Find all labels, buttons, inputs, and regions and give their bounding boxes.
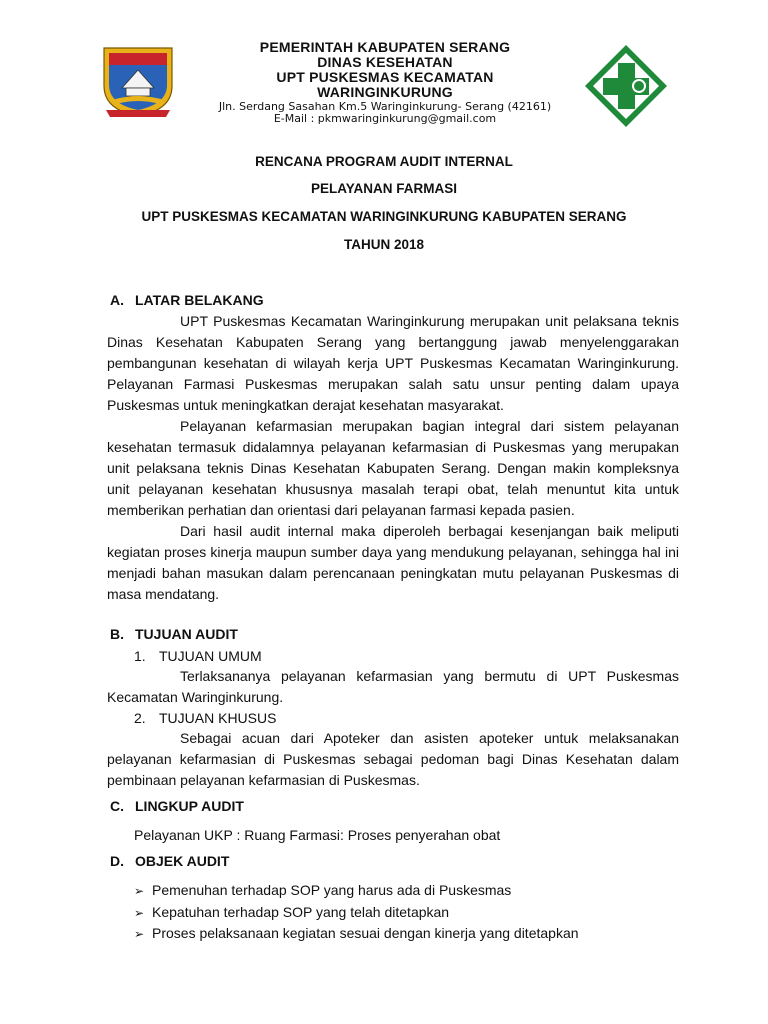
scope-text: Pelayanan UKP : Ruang Farmasi: Proses penyerahan obat [134,827,501,843]
section-title: LINGKUP AUDIT [135,798,244,814]
objective-1-text: Terlaksananya pelayanan kefarmasian yang bermutu di UPT Puskesmas Kecamatan Waringinkurung. [107,668,679,705]
list-title: TUJUAN KHUSUS [159,710,277,726]
objective-1-heading [134,648,262,664]
document-subtitle: PELAYANAN FARMASI [310,181,458,196]
letterhead-unit-name: WARINGINKURUNG [317,84,453,100]
document-title: RENCANA PROGRAM AUDIT INTERNAL [255,154,513,169]
objective-2-heading [134,710,276,726]
list-number: 2. [134,710,146,726]
section-title: OBJEK AUDIT [135,853,230,869]
section-letter: D. [110,853,124,869]
list-item: ➢ Kepatuhan terhadap SOP yang telah ditetapkan [134,904,450,920]
arrow-bullet-icon: ➢ [134,884,145,898]
section-letter: B. [110,626,124,642]
section-d-heading [110,853,229,869]
section-a-paragraph-2: Pelayanan kefarmasian merupakan bagian integral dari sistem pelayanan kesehatan termasuk didalamnya pelayanan kefarmasian di Puskesmas yang merupakan unit pelaksana teknis Dinas Kesehatan Kabupaten Serang. Dengan makin kompleksnya unit pelayanan kesehatan khususnya masalah terapi obat, telah menuntut kita untuk memberikan perhatian dan orientasi dari pelayanan farmasi kepada pasien. [107,418,679,518]
section-a-heading [110,292,264,308]
document-year: TAHUN 2018 [343,237,425,252]
section-letter: A. [110,292,124,308]
objective-2-text: Sebagai acuan dari Apoteker dan asisten apoteker untuk melaksanakan pelayanan kefarmasian di Puskesmas sebagai pedoman bagi Dinas Kesehatan dalam pembinaan pelayanan kefarmasian di Puskesmas. [107,730,679,788]
puskesmas-logo [582,42,670,130]
list-item: ➢ Pemenuhan terhadap SOP yang harus ada di Puskesmas [134,882,512,898]
regency-crest-logo [100,40,176,118]
section-a-paragraph-3: Dari hasil audit internal maka diperoleh berbagai kesenjangan baik meliputi kegiatan proses kinerja maupun sumber daya yang mendukung pelayanan, sehingga hal ini menjadi bahan masukan dalam perencanaan peningkatan mutu pelayanan Puskesmas di masa mendatang. [107,523,679,602]
list-item: ➢ Proses pelaksanaan kegiatan sesuai dengan kinerja yang ditetapkan [134,925,579,941]
arrow-bullet-icon: ➢ [134,927,145,941]
section-c-heading [110,798,244,814]
letterhead-address: Jln. Serdang Sasahan Km.5 Waringinkurung- Serang (42161) [218,100,552,113]
letterhead-government: PEMERINTAH KABUPATEN SERANG [259,39,511,55]
arrow-bullet-icon: ➢ [134,906,145,920]
section-b-heading [110,626,238,642]
section-a-paragraph-1: UPT Puskesmas Kecamatan Waringinkurung merupakan unit pelaksana teknis Dinas Kesehatan Kabupaten Serang yang bertanggung jawab menyelenggarakan pembangunan kesehatan di wilayah kerja UPT Puskesmas Kecamatan Waringinkurung. Pelayanan Farmasi Puskesmas merupakan salah satu unsur penting dalam upaya Puskesmas untuk meningkatkan derajat kesehatan masyarakat. [107,313,679,413]
letterhead-email: E-Mail : pkmwaringinkurung@gmail.com [273,112,497,125]
list-title: TUJUAN UMUM [159,648,262,664]
letterhead-unit: UPT PUSKESMAS KECAMATAN [276,69,494,85]
section-title: LATAR BELAKANG [135,292,264,308]
letterhead-agency: DINAS KESEHATAN [317,54,453,70]
section-letter: C. [110,798,124,814]
section-title: TUJUAN AUDIT [135,626,238,642]
document-institution: UPT PUSKESMAS KECAMATAN WARINGINKURUNG KABUPATEN SERANG [141,209,627,224]
list-number: 1. [134,648,146,664]
